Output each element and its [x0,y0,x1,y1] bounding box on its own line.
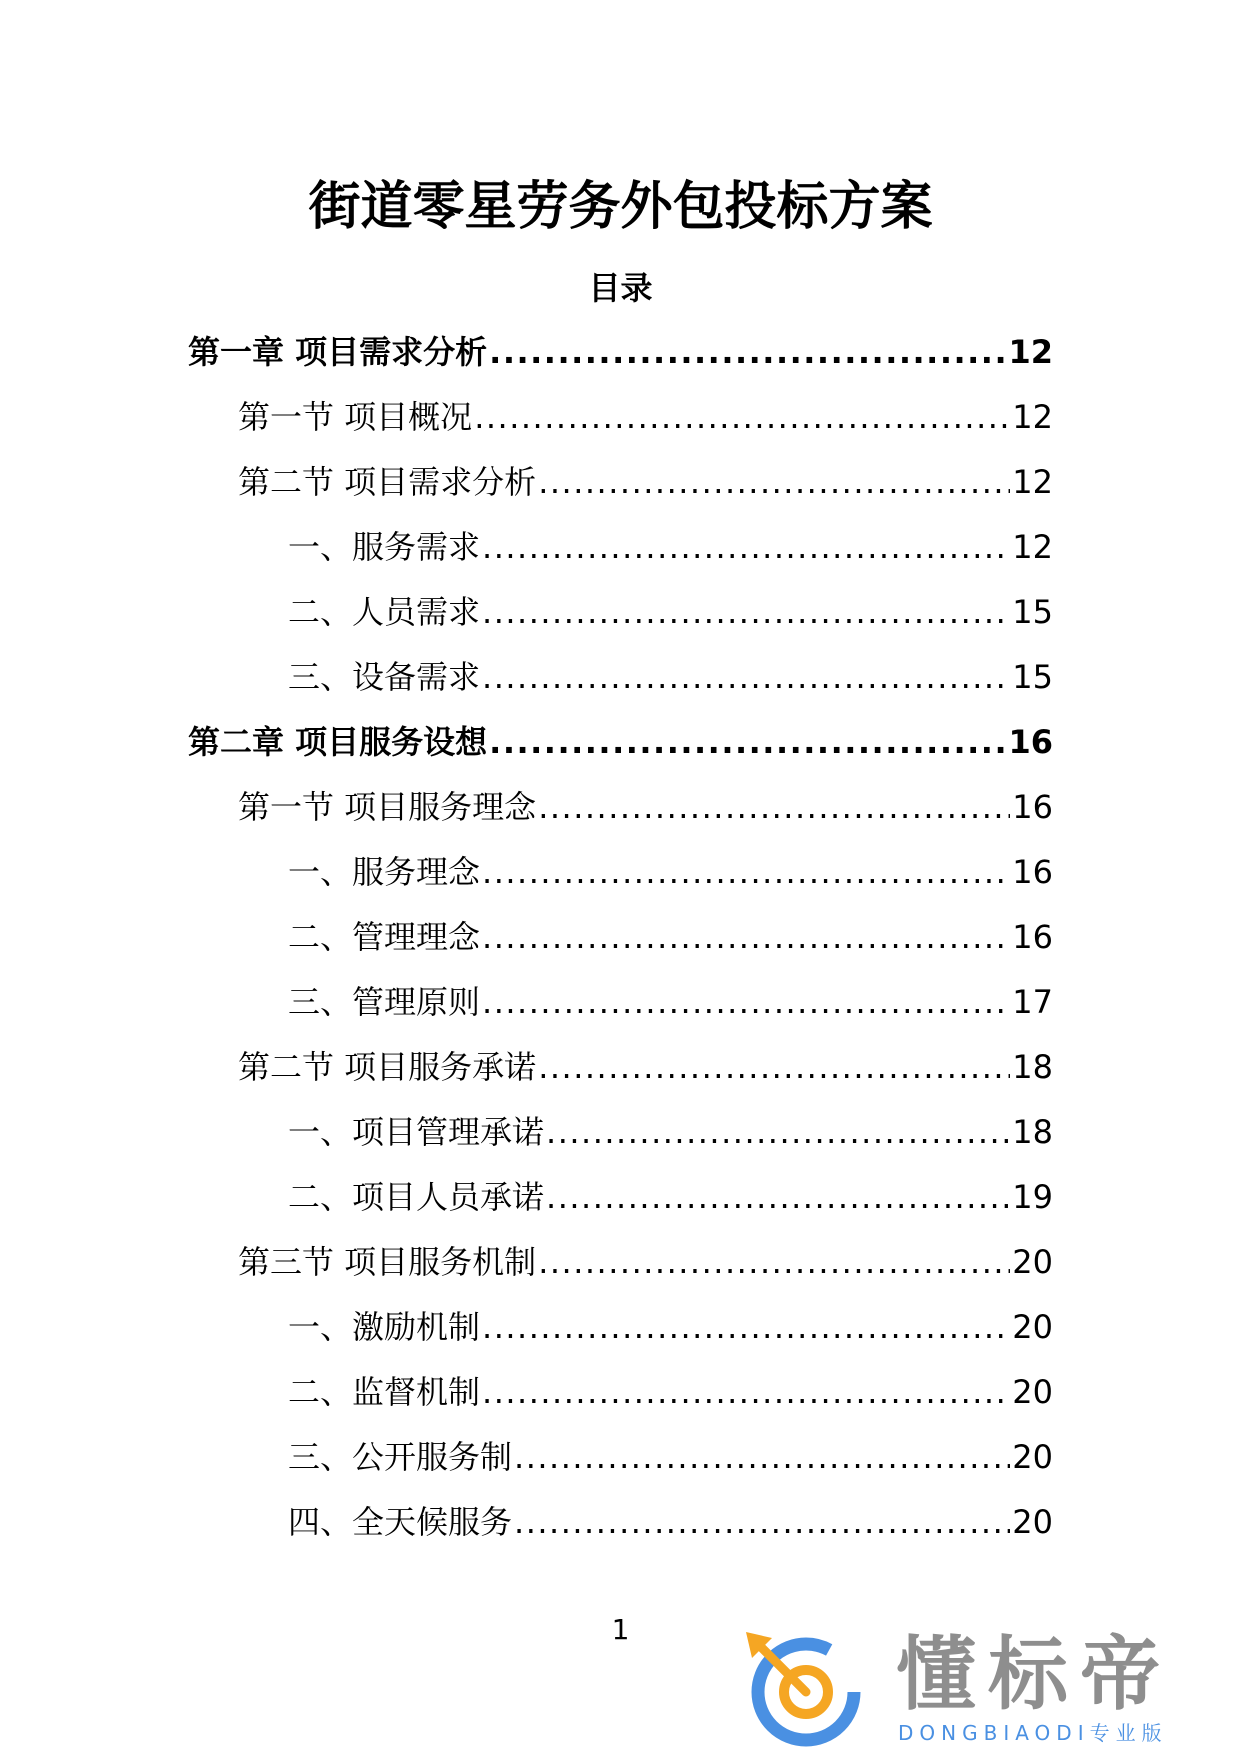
toc-entry[interactable] [288,847,1053,912]
toc-entry-text: 四、全天候服务 [288,1503,513,1541]
toc-entry-text: 二、项目人员承诺 [288,1178,545,1216]
toc-entry-text: 二、监督机制 [288,1373,481,1411]
toc-leader [514,1432,1010,1482]
target-arrow-icon [742,1628,864,1750]
toc-entry-text: 第二节 项目服务承诺 [238,1048,537,1086]
toc-entry[interactable] [288,977,1053,1042]
toc-entry[interactable] [288,1172,1053,1237]
toc-entry-text: 第一章 项目需求分析 [188,333,488,371]
toc-entry-text: 一、服务理念 [288,853,481,891]
toc-entry-page: 20 [1012,1243,1053,1281]
toc-entry[interactable] [288,1302,1053,1367]
toc-entry-text: 第三节 项目服务机制 [238,1243,537,1281]
toc-leader [538,1042,1010,1092]
toc-entry[interactable] [188,327,1053,392]
toc-entry[interactable] [288,522,1053,587]
toc-leader [489,717,1006,767]
toc-leader [546,1172,1010,1222]
toc-entry-page: 12 [1012,463,1053,501]
toc-entry[interactable] [288,587,1053,652]
watermark-subtitle: DONGBIAODI专业版 [898,1721,1168,1745]
toc-entry-text: 第一节 项目概况 [238,398,473,436]
toc-leader [482,1367,1010,1417]
toc-entry[interactable] [188,717,1053,782]
toc-entry-page: 20 [1012,1373,1053,1411]
toc-entry-text: 三、设备需求 [288,658,481,696]
toc-entry-text: 二、人员需求 [288,593,481,631]
toc-entry-page: 12 [1012,398,1053,436]
toc-entry-text: 第二章 项目服务设想 [188,723,488,761]
toc-entry-page: 12 [1008,333,1053,371]
toc-entry[interactable] [238,457,1053,522]
toc-leader [538,782,1010,832]
toc-entry-text: 三、公开服务制 [288,1438,513,1476]
watermark-name: 懂标帝 [896,1628,1172,1721]
toc-entry[interactable] [288,1497,1053,1562]
toc-leader [482,977,1010,1027]
toc-entry-page: 19 [1012,1178,1053,1216]
toc-entry-text: 二、管理理念 [288,918,481,956]
toc-leader [482,652,1010,702]
toc-entry-page: 18 [1012,1113,1053,1151]
toc-entry[interactable] [238,1237,1053,1302]
toc-entry-page: 16 [1012,918,1053,956]
toc-leader [546,1107,1010,1157]
toc-entry-page: 16 [1012,788,1053,826]
toc-entry[interactable] [288,652,1053,717]
toc-entry-text: 一、服务需求 [288,528,481,566]
toc-entry-text: 第二节 项目需求分析 [238,463,537,501]
toc-entry-page: 15 [1012,658,1053,696]
toc-entry-page: 16 [1012,853,1053,891]
toc-leader [482,522,1010,572]
toc-heading: 目录 [588,269,653,307]
toc-entry-page: 20 [1012,1503,1053,1541]
toc-entry-page: 16 [1008,723,1053,761]
toc-entry[interactable] [288,1432,1053,1497]
toc-leader [474,392,1010,442]
toc-entry-text: 一、项目管理承诺 [288,1113,545,1151]
toc-entry[interactable] [238,1042,1053,1107]
toc-entry-page: 12 [1012,528,1053,566]
toc-entry[interactable] [238,782,1053,847]
toc-entry-text: 第一节 项目服务理念 [238,788,537,826]
toc-entry-page: 17 [1012,983,1053,1021]
toc-entry-page: 15 [1012,593,1053,631]
toc-leader [538,1237,1010,1287]
toc-entry[interactable] [238,392,1053,457]
toc-leader [482,1302,1010,1352]
toc-leader [482,587,1010,637]
toc-entry[interactable] [288,1367,1053,1432]
page-number: 1 [611,1613,630,1646]
toc-leader [514,1497,1010,1547]
toc-entry[interactable] [288,1107,1053,1172]
document-title: 街道零星劳务外包投标方案 [308,177,933,237]
toc-entry-page: 20 [1012,1308,1053,1346]
toc-entry-page: 20 [1012,1438,1053,1476]
toc-leader [482,912,1010,962]
toc-leader [482,847,1010,897]
watermark [742,1628,1232,1750]
toc-entry-page: 18 [1012,1048,1053,1086]
toc-leader [489,327,1006,377]
table-of-contents [0,327,1241,1562]
toc-leader [538,457,1010,507]
toc-entry[interactable] [288,912,1053,977]
toc-entry-text: 三、管理原则 [288,983,481,1021]
toc-entry-text: 一、激励机制 [288,1308,481,1346]
